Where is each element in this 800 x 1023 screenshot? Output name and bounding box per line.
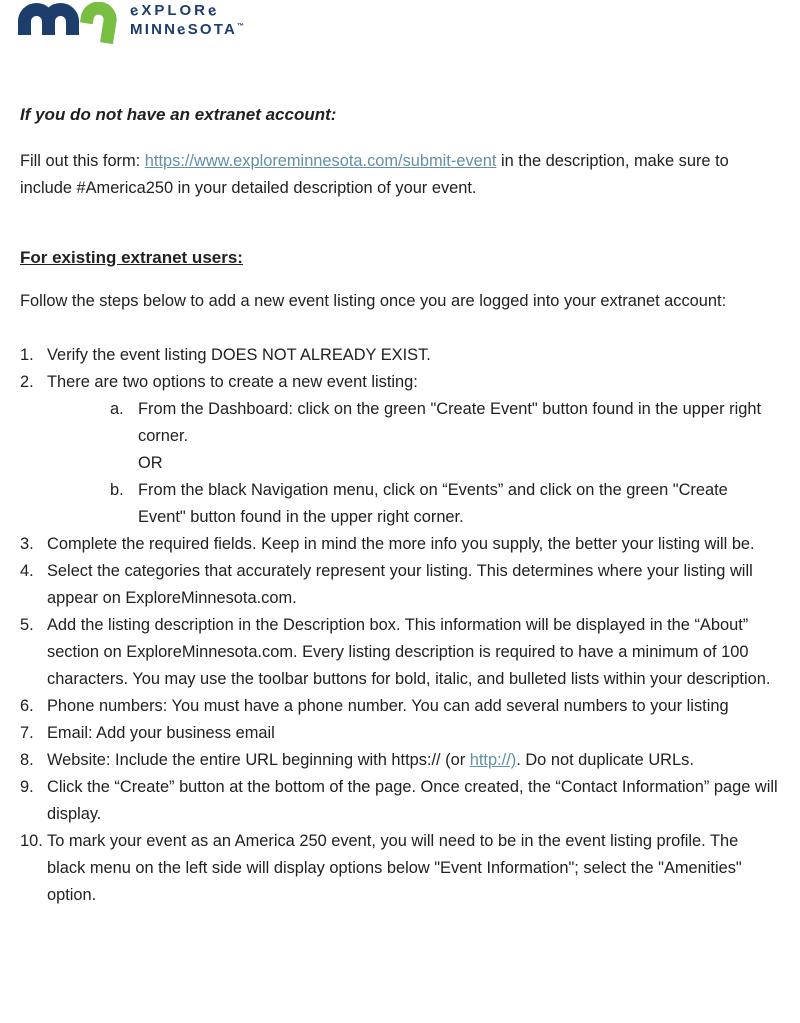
step-marker: 4. <box>20 562 34 580</box>
steps-list <box>20 342 780 909</box>
step-item-7 <box>20 720 780 747</box>
step-item-9 <box>20 774 780 828</box>
substep-marker: b. <box>110 481 124 499</box>
step-text: Verify the event listing DOES NOT ALREADY EXIST. <box>47 346 431 364</box>
step-marker: 9. <box>20 778 34 796</box>
step-marker: 6. <box>20 697 34 715</box>
step-item-2 <box>20 369 780 531</box>
step-marker: 7. <box>20 724 34 742</box>
step-marker: 8. <box>20 751 34 769</box>
substep-item-a <box>110 396 780 477</box>
step-text: Complete the required fields. Keep in mind the more info you supply, the better your listing will be. <box>47 535 755 553</box>
substep-marker: a. <box>110 400 124 418</box>
form-text-prefix: Fill out this form: <box>20 152 145 170</box>
step-item-10 <box>20 828 780 909</box>
step-marker: 3. <box>20 535 34 553</box>
logo-wordmark-explore: eXPLORe <box>127 0 222 21</box>
explore-minnesota-logo <box>0 0 800 46</box>
substep-text: From the black Navigation menu, click on “Events” and click on the green "Create Event" button found in the upper right corner. <box>138 481 728 526</box>
step-text-suffix: . Do not duplicate URLs. <box>516 751 694 769</box>
substeps-list <box>47 396 780 531</box>
step-item-4 <box>20 558 780 612</box>
paragraph-submit-form <box>20 148 780 202</box>
step-marker: 10. <box>20 832 43 850</box>
http-link[interactable]: http://) <box>469 751 517 769</box>
step-text: Phone numbers: You must have a phone number. You can add several numbers to your listing <box>47 697 729 715</box>
logo-wordmark <box>127 0 245 40</box>
heading-no-account: If you do not have an extranet account: <box>20 105 337 124</box>
mn-logo-icon <box>17 2 121 46</box>
step-marker: 2. <box>20 373 34 391</box>
logo-wordmark-minnesota: MINNeSOTA™ <box>130 19 245 40</box>
trademark-symbol: ™ <box>237 23 245 30</box>
step-marker: 5. <box>20 616 34 634</box>
step-text: Select the categories that accurately represent your listing. This determines where your listing will appear on ExploreMinnesota.com. <box>47 562 753 607</box>
step-item-3 <box>20 531 780 558</box>
step-item-6 <box>20 693 780 720</box>
step-item-1 <box>20 342 780 369</box>
step-text: Click the “Create” button at the bottom of the page. Once created, the “Contact Information” page will display. <box>47 778 778 823</box>
or-separator: OR <box>138 454 163 472</box>
form-text-suffix: in the description, make sure to include #America250 in your detailed description of your event. <box>20 152 729 197</box>
step-text: There are two options to create a new event listing: <box>47 373 418 391</box>
step-item-8 <box>20 747 780 774</box>
substep-item-b <box>110 477 780 531</box>
heading-existing-users: For existing extranet users: <box>20 248 243 267</box>
substep-text: From the Dashboard: click on the green "Create Event" button found in the upper right corner. <box>138 400 762 445</box>
submit-event-link[interactable]: https://www.exploreminnesota.com/submit-event <box>144 152 497 170</box>
step-text-prefix: Website: Include the entire URL beginning with https:// (or <box>47 751 470 769</box>
step-text: Add the listing description in the Description box. This information will be displayed in the “About” section on ExploreMinnesota.com. Every listing description is required to have a minimum of 100 characters. You may use the toolbar buttons for bold, italic, and bulleted lists within your description. <box>47 616 771 688</box>
step-text: Email: Add your business email <box>47 724 275 742</box>
paragraph-follow-steps: Follow the steps below to add a new event listing once you are logged into your extranet account: <box>20 292 727 310</box>
step-marker: 1. <box>20 346 34 364</box>
step-text: To mark your event as an America 250 event, you will need to be in the event listing profile. The black menu on the left side will display options below "Event Information"; select the "Amenities" option. <box>47 832 742 904</box>
step-item-5 <box>20 612 780 693</box>
document-content <box>0 105 800 909</box>
